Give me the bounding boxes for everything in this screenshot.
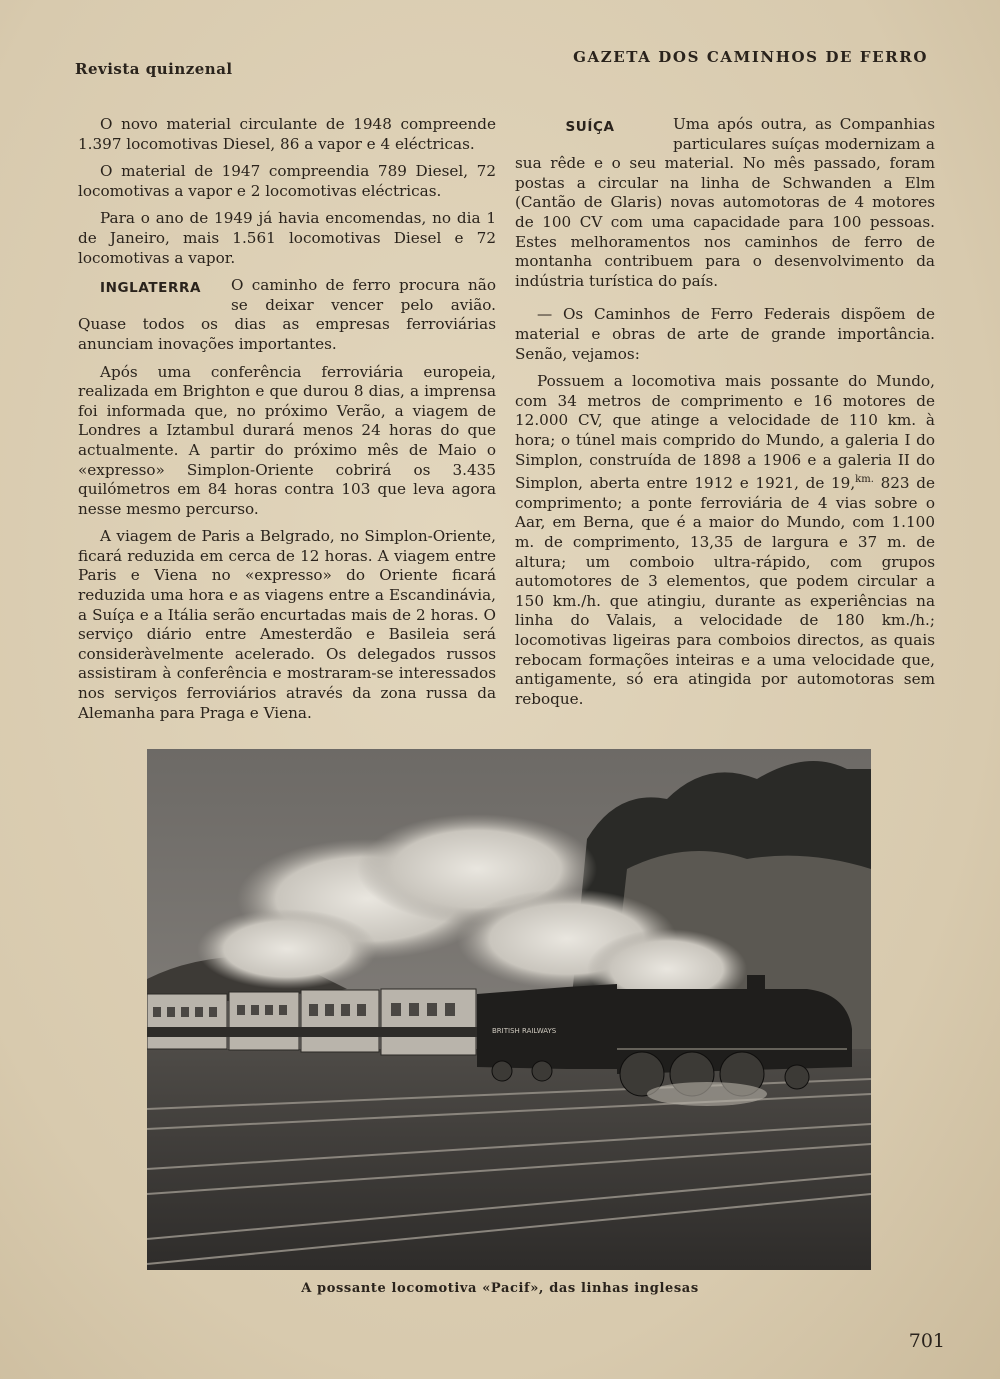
km-superscript: km. [855,474,874,486]
inglaterra-first-paragraph: O caminho de ferro procura não se deixar vencer pelo avião. Quase todos os dias as empresas ferroviárias anunciam inovações importantes. [78,276,496,353]
locomotive-photo-drawing [147,749,871,1270]
section-heading-suica: SUÍÇA [565,119,615,135]
intro-paragraph-3: Para o ano de 1949 já havia encomendas, no dia 1 de Janeiro, mais 1.561 locomotivas Diesel e 72 locomotivas a vapor. [78,209,496,267]
suica-first-paragraph: Uma após outra, as Companhias particulares suíças modernizam a sua rêde e o seu material. No mês passado, foram postas a circular na linha de Schwanden a Elm (Cantão de Glaris) novas automotoras de 4 motores de 100 CV com uma capacidade para 100 pessoas. Estes melhoramentos nos caminhos de ferro de montanha contribuem para o desenvolvimento da indústria turística do país. [515,115,935,290]
photo-caption: A possante locomotiva «Pacif», das linhas inglesas [301,1281,699,1296]
loco-lettering: BRITISH RAILWAYS [492,1027,557,1035]
page-number: 701 [908,1330,945,1352]
inglaterra-paragraph-2: Após uma conferência ferroviária europeia, realizada em Brighton e que durou 8 dias, a imprensa foi informada que, no próximo Verão, a viagem de Londres a Iztambul durará menos 24 horas do que actualmente. A partir do próximo mês de Maio o «expresso» Simplon-Oriente cobrirá os 3.435 quilómetros em 84 horas contra 103 que leva agora nesse mesmo percurso. [78,362,496,518]
section-heading-inglaterra: INGLATERRA [99,280,202,297]
section-suica [515,115,935,291]
suica-paragraph-3 [515,372,935,709]
suica-paragraph-3-text-cont: 823 de comprimento; a ponte ferroviária de 4 vias sobre o Aar, em Berna, que é a maior do Mundo, com 1.100 m. de comprimento, 13,35 de largura e 37 m. de altura; um comboio ultra-rápido, com grupos automotores de 3 elementos, que podem circular a 150 km./h. que atingiu, durante as experiências na linha do Valais, a velocidade de 180 km./h.; locomotivas ligeiras para comboios directos, as quais rebocam formações inteiras e a uma velocidade que, antigamente, só era atingida por automotoras sem reboque. [515,474,935,708]
header-right-title: GAZETA DOS CAMINHOS DE FERRO [573,48,928,66]
suica-paragraph-3-text: Possuem a locomotiva mais possante do Mundo, com 34 metros de comprimento e 16 motores de 12.000 CV, que atinge a velocidade de 110 km. à hora; o túnel mais comprido do Mundo, a galeria I do Simplon, construída de 1898 a 1906 e a galeria II do Simplon, aberta entre 1912 e 1921, de 19, [515,372,935,493]
intro-paragraph-1: O novo material circulante de 1948 compreende 1.397 locomotivas Diesel, 86 a vapor e 4 eléctricas. [78,115,496,153]
intro-paragraph-2: O material de 1947 compreendia 789 Diesel, 72 locomotivas a vapor e 2 locomotivas eléctricas. [78,162,496,200]
inglaterra-paragraph-3: A viagem de Paris a Belgrado, no Simplon-Oriente, ficará reduzida em cerca de 12 horas. A viagem entre Paris e Viena no «expresso» do Oriente ficará reduzida uma hora e as viagens entre a Escandinávia, a Suíça e a Itália serão encurtadas mais de 2 horas. O serviço diário entre Amesterdão e Basileia será consideràvelmente acelerado. Os delegados russos assistiram à conferência e mostraram-se interessados nos serviços ferroviários através da zona russa da Alemanha para Praga e Viena. [78,527,496,722]
suica-paragraph-2: — Os Caminhos de Ferro Federais dispõem de material e obras de arte de grande importância. Senão, vejamos: [515,305,935,363]
locomotive-photo [147,749,871,1270]
header-left-title: Revista quinzenal [75,60,233,78]
right-column [515,115,935,717]
section-inglaterra [78,276,496,354]
left-column [78,115,496,731]
